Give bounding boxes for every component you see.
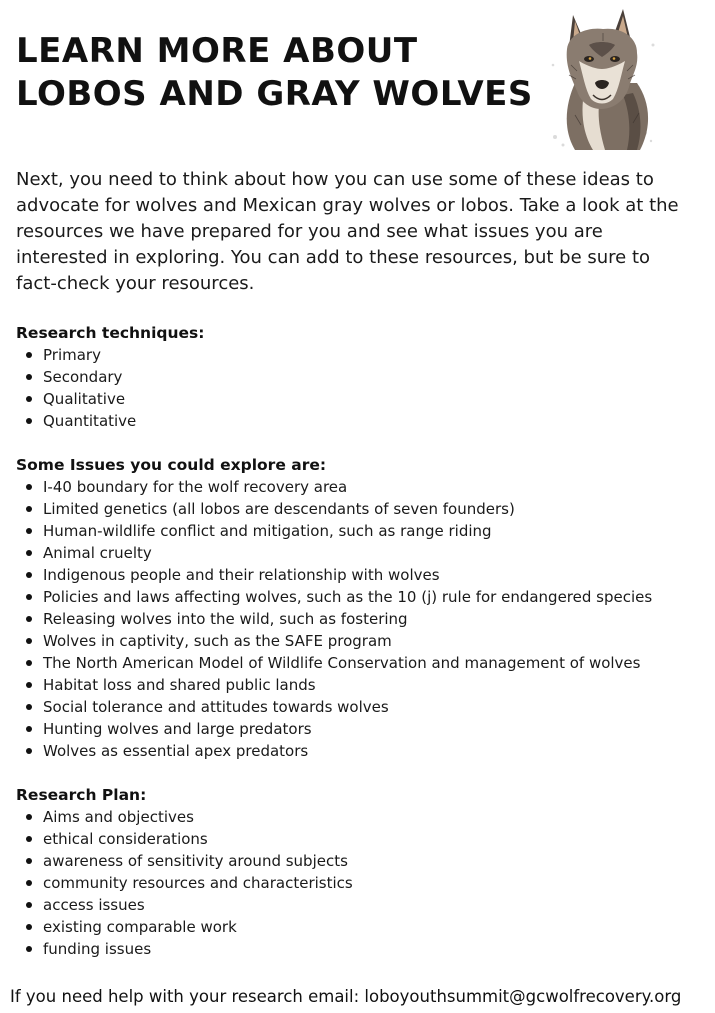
list-item: Quantitative xyxy=(16,410,696,432)
section-research-techniques xyxy=(16,322,696,432)
list-item: I-40 boundary for the wolf recovery area xyxy=(16,476,696,498)
list-item: Releasing wolves into the wild, such as fostering xyxy=(16,608,696,630)
list-item: existing comparable work xyxy=(16,916,696,938)
list-item: Habitat loss and shared public lands xyxy=(16,674,696,696)
list-item: Wolves as essential apex predators xyxy=(16,740,696,762)
bullet-list xyxy=(16,806,696,960)
list-item: Human-wildlife conflict and mitigation, such as range riding xyxy=(16,520,696,542)
section-research-plan xyxy=(16,784,696,960)
wolf-head-illustration xyxy=(545,5,660,153)
section-issues xyxy=(16,454,696,762)
help-email-footer: If you need help with your research email: loboyouthsummit@gcwolfrecovery.org xyxy=(10,987,682,1006)
list-item: Secondary xyxy=(16,366,696,388)
list-item: ethical considerations xyxy=(16,828,696,850)
section-heading: Some Issues you could explore are: xyxy=(16,456,327,474)
list-item: Indigenous people and their relationship with wolves xyxy=(16,564,696,586)
list-item: Qualitative xyxy=(16,388,696,410)
bullet-list xyxy=(16,344,696,432)
list-item: Aims and objectives xyxy=(16,806,696,828)
page-title: LEARN MORE ABOUT LOBOS AND GRAY WOLVES xyxy=(16,31,533,114)
list-item: Policies and laws affecting wolves, such as the 10 (j) rule for endangered species xyxy=(16,586,696,608)
list-item: Primary xyxy=(16,344,696,366)
list-item: Wolves in captivity, such as the SAFE program xyxy=(16,630,696,652)
list-item: Animal cruelty xyxy=(16,542,696,564)
section-heading: Research techniques: xyxy=(16,324,205,342)
list-item: awareness of sensitivity around subjects xyxy=(16,850,696,872)
list-item: access issues xyxy=(16,894,696,916)
list-item: Social tolerance and attitudes towards wolves xyxy=(16,696,696,718)
bullet-list xyxy=(16,476,696,762)
intro-paragraph: Next, you need to think about how you can use some of these ideas to advocate for wolves and Mexican gray wolves or lobos. Take a look at the resources we have prepared for you and see what issues you are interested in exploring. You can add to these resources, but be sure to fact-check your resources. xyxy=(16,169,679,294)
list-item: funding issues xyxy=(16,938,696,960)
section-heading: Research Plan: xyxy=(16,786,147,804)
list-item: community resources and characteristics xyxy=(16,872,696,894)
list-item: Hunting wolves and large predators xyxy=(16,718,696,740)
list-item: The North American Model of Wildlife Conservation and management of wolves xyxy=(16,652,696,674)
list-item: Limited genetics (all lobos are descendants of seven founders) xyxy=(16,498,696,520)
